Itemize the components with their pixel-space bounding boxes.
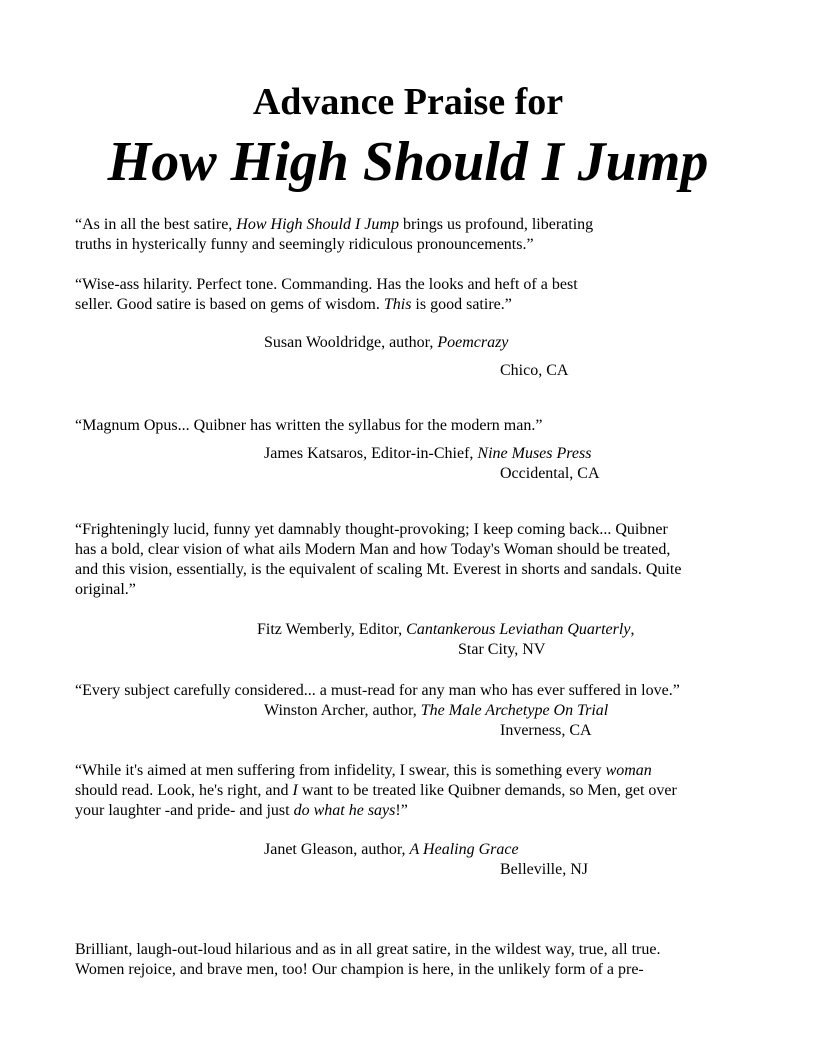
quote-1-line-1 — [75, 215, 593, 235]
attribution-5 — [264, 840, 519, 860]
attribution-work: Cantankerous Leviathan Quarterly — [406, 621, 631, 638]
quote-6-line-2 — [75, 781, 677, 801]
quote-4-line-1: “Frighteningly lucid, funny yet damnably thought-provoking; I keep coming back... Quibner — [75, 521, 668, 538]
quote-emphasis: do what he says — [293, 802, 396, 819]
attribution-name: James Katsaros, Editor-in-Chief, — [264, 445, 478, 462]
quote-text: is good satire.” — [411, 296, 512, 313]
attribution-1-location: Chico, CA — [500, 362, 569, 379]
page-title: Advance Praise for — [252, 81, 564, 123]
quote-6-line-3 — [75, 801, 408, 821]
quote-text: “While it's aimed at men suffering from infidelity, I swear, this is something every — [75, 762, 606, 779]
quote-text: brings us profound, liberating — [398, 216, 594, 233]
attribution-5-location: Belleville, NJ — [500, 861, 588, 878]
attribution-name: Susan Wooldridge, author, — [264, 334, 438, 351]
quote-text: seller. Good satire is based on gems of wisdom. — [75, 296, 384, 313]
attribution-2 — [264, 444, 591, 464]
attribution-4-location: Inverness, CA — [500, 722, 592, 739]
quote-2-line-1: “Wise-ass hilarity. Perfect tone. Commanding. Has the looks and heft of a best — [75, 276, 578, 293]
attribution-4 — [264, 701, 608, 721]
quote-1-line-2: truths in hysterically funny and seemingly ridiculous pronouncements.” — [75, 236, 534, 253]
attribution-1 — [264, 333, 508, 353]
quote-4-line-3: and this vision, essentially, is the equivalent of scaling Mt. Everest in shorts and sandals. Quite — [75, 561, 682, 578]
quote-text: “As in all the best satire, — [75, 216, 237, 233]
quote-book-title: How High Should I Jump — [236, 216, 399, 233]
quote-text: your laughter -and pride- and just — [75, 802, 294, 819]
attribution-name: Fitz Wemberly, Editor, — [257, 621, 407, 638]
attribution-3 — [257, 620, 634, 640]
quote-emphasis: I — [292, 782, 298, 799]
quote-7-line-2: Women rejoice, and brave men, too! Our champion is here, in the unlikely form of a pre- — [75, 961, 644, 978]
quote-text: !” — [395, 802, 408, 819]
quote-3: “Magnum Opus... Quibner has written the syllabus for the modern man.” — [75, 417, 543, 434]
attribution-work: Poemcrazy — [437, 334, 509, 351]
quote-5: “Every subject carefully considered... a must-read for any man who has ever suffered in love.” — [75, 682, 680, 699]
quote-text: want to be treated like Quibner demands, so Men, get over — [297, 782, 677, 799]
quote-6-line-1 — [75, 761, 652, 781]
attribution-name: Janet Gleason, author, — [264, 841, 410, 858]
attribution-punctuation: , — [630, 621, 635, 638]
quote-2-line-2 — [75, 295, 512, 315]
attribution-2-location: Occidental, CA — [500, 465, 600, 482]
quote-4-line-2: has a bold, clear vision of what ails Modern Man and how Today's Woman should be treated, — [75, 541, 671, 558]
attribution-work: The Male Archetype On Trial — [420, 702, 609, 719]
attribution-3-location: Star City, NV — [458, 641, 546, 658]
book-title: How High Should I Jump — [107, 131, 709, 193]
quote-text: should read. Look, he's right, and — [75, 782, 293, 799]
quote-4-line-4: original.” — [75, 581, 136, 598]
attribution-work: Nine Muses Press — [477, 445, 592, 462]
attribution-work: A Healing Grace — [409, 841, 519, 858]
quote-7-line-1: Brilliant, laugh-out-loud hilarious and as in all great satire, in the wildest way, true, all true. — [75, 941, 661, 958]
attribution-name: Winston Archer, author, — [264, 702, 421, 719]
quote-emphasis: woman — [605, 762, 652, 779]
quote-emphasis: This — [383, 296, 412, 313]
